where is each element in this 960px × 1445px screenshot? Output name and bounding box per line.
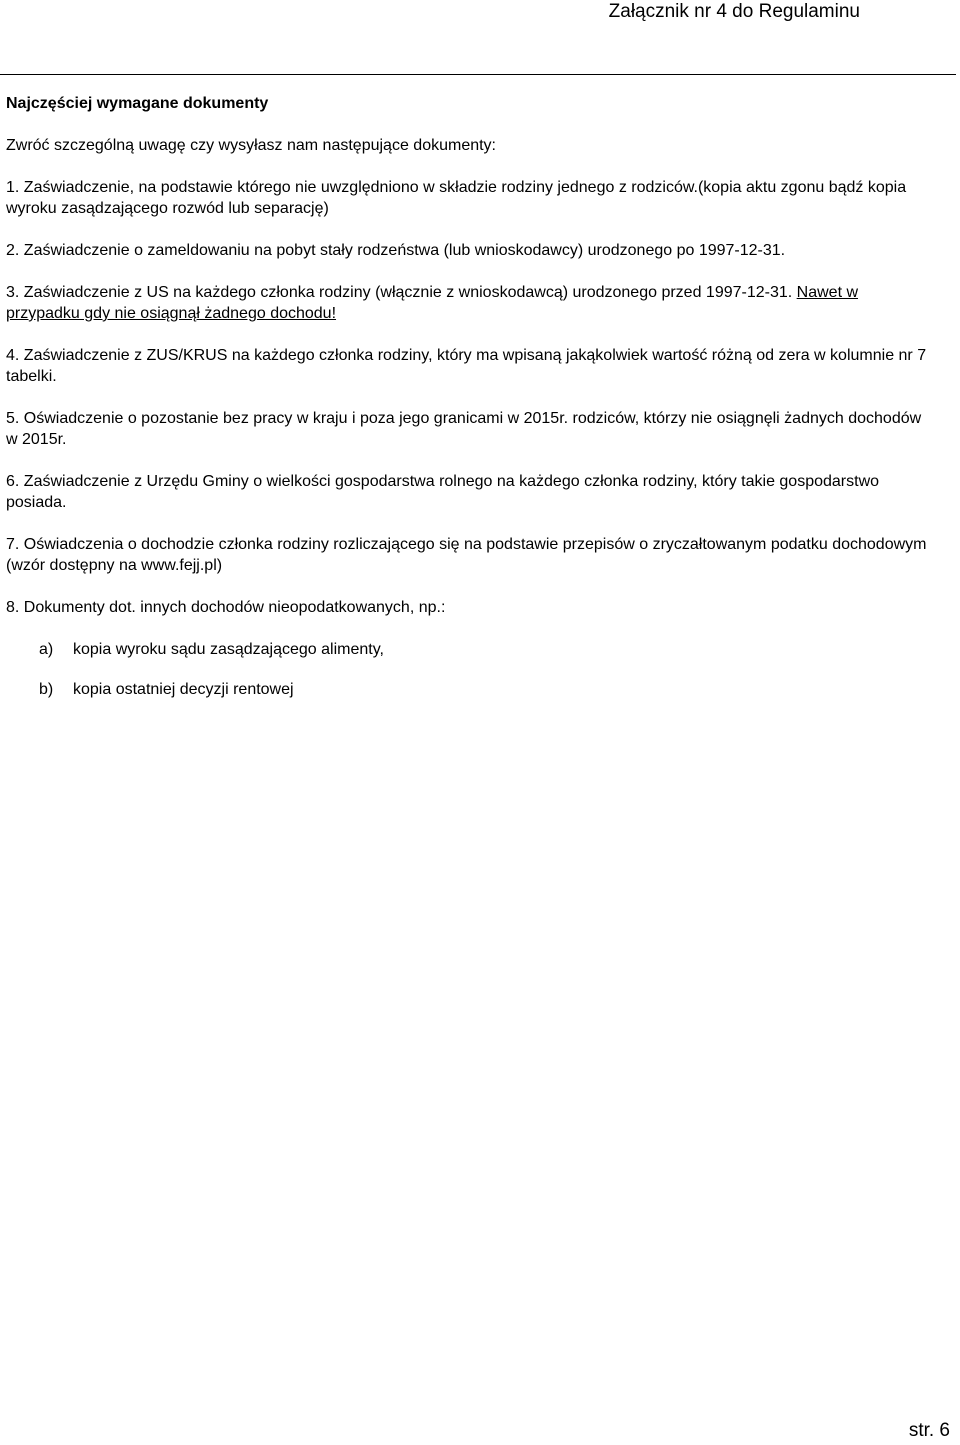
document-item-text: 8. Dokumenty dot. innych dochodów nieopodatkowanych, np.:: [6, 599, 446, 616]
sub-item-text: kopia wyroku sądu zasądzającego alimenty,: [73, 641, 384, 658]
header-divider: [0, 74, 956, 75]
document-body: [6, 93, 936, 719]
document-item-text: 1. Zaświadczenie, na podstawie którego nie uwzględniono w składzie rodziny jednego z rodziców.(kopia aktu zgonu bądź kopia wyroku zasądzającego rozwód lub separację): [6, 179, 907, 217]
page-number: str. 6: [908, 1420, 950, 1441]
document-item-text: 4. Zaświadczenie z ZUS/KRUS na każdego członka rodziny, który ma wpisaną jakąkolwiek wartość różną od zera w kolumnie nr 7 tabelki.: [6, 347, 927, 385]
document-item-8: [6, 597, 936, 618]
document-item-text: 6. Zaświadczenie z Urzędu Gminy o wielkości gospodarstwa rolnego na każdego członka rodziny, który takie gospodarstwo posiada.: [6, 473, 880, 511]
document-item-3: [6, 282, 936, 324]
sub-item-a: [6, 639, 936, 660]
document-item-text: 3. Zaświadczenie z US na każdego członka rodziny (włącznie z wnioskodawcą) urodzonego przed 1997-12-31.: [6, 284, 797, 301]
document-item-emphasis: Nawet w przypadku gdy nie osiągnął żadnego dochodu!: [6, 284, 859, 322]
document-item-6: [6, 471, 936, 513]
sub-item-list: [6, 639, 936, 700]
document-item-2: [6, 240, 936, 261]
attachment-header: Załącznik nr 4 do Regulaminu: [608, 1, 860, 22]
document-item-1: [6, 177, 936, 219]
document-item-5: [6, 408, 936, 450]
document-item-text: 5. Oświadczenie o pozostanie bez pracy w kraju i poza jego granicami w 2015r. rodziców, którzy nie osiągnęli żadnych dochodów w 2015r.: [6, 410, 922, 448]
sub-item-marker: a): [39, 641, 54, 658]
document-item-text: 2. Zaświadczenie o zameldowaniu na pobyt stały rodzeństwa (lub wnioskodawcy) urodzonego po 1997-12-31.: [6, 242, 786, 259]
document-title: Najczęściej wymagane dokumenty: [6, 95, 269, 112]
document-intro: Zwróć szczególną uwagę czy wysyłasz nam następujące dokumenty:: [6, 137, 496, 154]
document-item-7: [6, 534, 936, 576]
sub-item-text: kopia ostatniej decyzji rentowej: [73, 681, 294, 698]
sub-item-marker: b): [39, 681, 54, 698]
sub-item-b: [6, 679, 936, 700]
document-item-text: 7. Oświadczenia o dochodzie członka rodziny rozliczającego się na podstawie przepisów o zryczałtowanym podatku dochodowym (wzór dostępny na www.fejj.pl): [6, 536, 927, 574]
document-item-4: [6, 345, 936, 387]
